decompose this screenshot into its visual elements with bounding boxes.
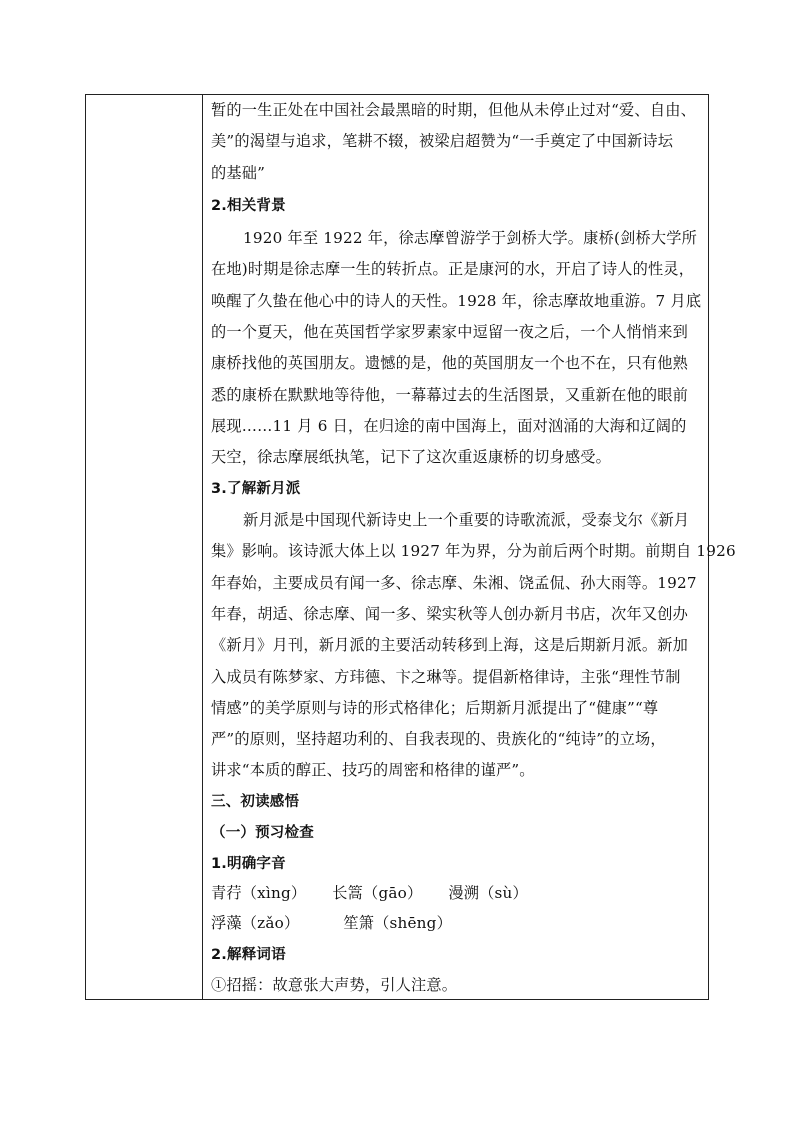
pron-item: 青荇（xìng）: [211, 884, 307, 902]
pronunciation-row-2: [211, 913, 702, 933]
crescent-heading: 3.了解新月派: [211, 481, 301, 497]
background-heading: 2.相关背景: [211, 198, 286, 214]
lesson-plan-table: [85, 94, 736, 1000]
crescent-line: 讲求“本质的醇正、技巧的周密和格律的谨严”。: [211, 761, 535, 779]
pronunciation-row-1: [211, 883, 702, 903]
crescent-line: 严”的原则，坚持超功利的、自我表现的、贵族化的“纯诗”的立场，: [211, 730, 666, 748]
crescent-line: 年春始，主要成员有闻一多、徐志摩、朱湘、饶孟侃、孙大雨等。1927: [211, 574, 697, 592]
background-line: 康桥找他的英国朋友。遗憾的是，他的英国朋友一个也不在，只有他熟: [211, 354, 689, 372]
preview-check-heading: （一）预习检查: [211, 825, 314, 841]
crescent-line: 入成员有陈梦家、方玮德、卞之琳等。提倡新格律诗，主张“理性节制: [211, 668, 681, 686]
table-left-column: [86, 95, 203, 999]
crescent-line: 新月派是中国现代新诗史上一个重要的诗歌流派，受泰戈尔《新月: [243, 511, 690, 529]
background-line: 1920 年至 1922 年，徐志摩曾游学于剑桥大学。康桥(剑桥大学所: [243, 229, 698, 247]
pron-item: 长篙（gāo）: [332, 884, 423, 902]
crescent-line: 年春，胡适、徐志摩、闻一多、梁实秋等人创办新月书店，次年又创办: [211, 605, 689, 623]
background-line: 天空，徐志摩展纸执笔，记下了这次重返康桥的切身感受。: [211, 448, 612, 466]
background-line: 展现……11 月 6 日，在归途的南中国海上，面对汹涌的大海和辽阔的: [211, 417, 687, 435]
bio-line-2: 美”的渴望与追求，笔耕不辍，被梁启超赞为“一手奠定了中国新诗坛: [211, 132, 674, 150]
background-line: 的一个夏天，他在英国哲学家罗素家中逗留一夜之后，一个人悄悄来到: [211, 323, 689, 341]
background-line: 唤醒了久蛰在他心中的诗人的天性。1928 年，徐志摩故地重游。7 月底: [211, 292, 702, 310]
crescent-line: 《新月》月刊，新月派的主要活动转移到上海，这是后期新月派。新加: [211, 636, 689, 654]
bio-line-3: 的基础”: [211, 164, 266, 182]
background-line: 在地)时期是徐志摩一生的转折点。正是康河的水，开启了诗人的性灵，: [211, 260, 695, 278]
pron-item: 笙箫（shēng）: [343, 914, 452, 932]
crescent-line: 集》影响。该诗派大体上以 1927 年为界，分为前后两个时期。前期自 1926: [211, 542, 736, 560]
pron-item: 浮藻（zǎo）: [211, 914, 300, 932]
pron-item: 漫溯（sù）: [448, 884, 528, 902]
vocab-heading: 2.解释词语: [211, 947, 286, 963]
vocab-item: ①招摇：故意张大声势，引人注意。: [211, 976, 458, 994]
background-line: 悉的康桥在默默地等待他，一幕幕过去的生活图景，又重新在他的眼前: [211, 386, 689, 404]
pronunciation-heading: 1.明确字音: [211, 856, 286, 872]
section-3-heading: 三、初读感悟: [211, 794, 300, 810]
bio-line-1: 暂的一生正处在中国社会最黑暗的时期，但他从未停止过对“爱、自由、: [211, 101, 696, 119]
table-right-column: [203, 95, 736, 999]
crescent-line: 情感”的美学原则与诗的形式格律化；后期新月派提出了“健康”“尊: [211, 699, 659, 717]
